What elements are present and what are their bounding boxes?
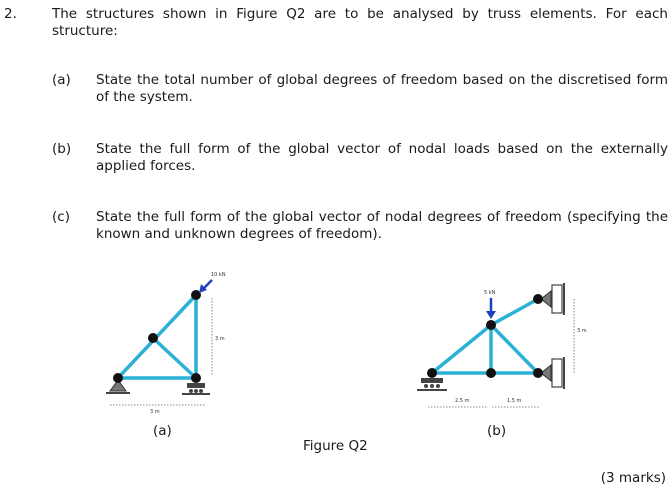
load-arrow-b (486, 298, 496, 319)
node-b-2 (486, 368, 496, 378)
node-b-5 (533, 294, 543, 304)
width-dim-a: 3 m (150, 409, 160, 415)
load-arrow-a (199, 280, 212, 293)
pin-support-b-left (417, 378, 447, 390)
height-dim-a: 3 m (215, 336, 225, 342)
right-dim-b: 1.5 m (507, 398, 522, 404)
member-a-inner-diagonal (153, 338, 196, 378)
wall-support-b-top (541, 283, 564, 315)
part-c-text: State the full form of the global vector of nodal degrees of freedom (specifying the known and unknown degrees of freedom). (96, 209, 668, 242)
load-label-a: 10 kN (211, 272, 226, 278)
node-b-4 (486, 320, 496, 330)
member-b-diagonal (491, 325, 538, 373)
part-a-label: (a) (52, 72, 71, 88)
question-intro: The structures shown in Figure Q2 are to be analysed by truss elements. For each structure: (52, 6, 668, 39)
node-a-2 (191, 373, 201, 383)
roller-support-a-right (182, 383, 210, 394)
truss-b (417, 283, 587, 407)
figure-caption: Figure Q2 (303, 438, 368, 454)
height-dim-b: 3 m (577, 328, 587, 334)
truss-a (106, 272, 226, 415)
marks: (3 marks) (600, 470, 666, 486)
load-label-b: 5 kN (484, 290, 496, 296)
member-b-left-diagonal (432, 325, 491, 373)
part-b-text: State the full form of the global vector of nodal loads based on the externally applied forces. (96, 141, 668, 174)
node-a-3 (148, 333, 158, 343)
node-b-1 (427, 368, 437, 378)
question-number: 2. (4, 6, 17, 22)
part-a-text: State the total number of global degrees of freedom based on the discretised form of the system. (96, 72, 668, 105)
node-a-1 (113, 373, 123, 383)
wall-support-b-bottom (541, 357, 564, 389)
figure-a-label: (a) (153, 423, 172, 439)
member-b-top (491, 299, 538, 325)
left-dim-b: 2.5 m (455, 398, 470, 404)
node-b-3 (533, 368, 543, 378)
part-c-label: (c) (52, 209, 70, 225)
figure-b-label: (b) (487, 423, 507, 439)
part-b-label: (b) (52, 141, 72, 157)
